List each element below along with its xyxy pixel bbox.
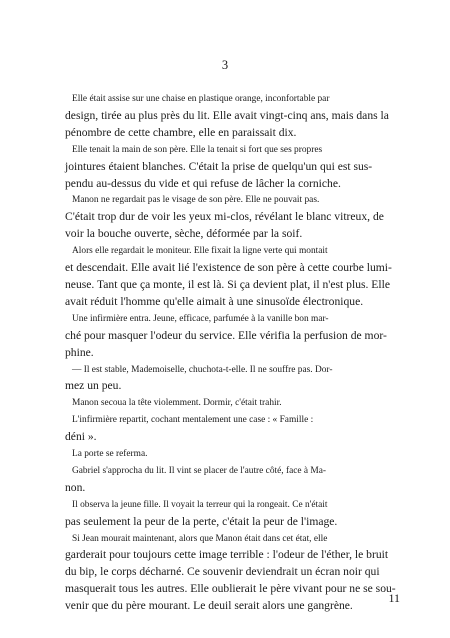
text-line: déni ». [65,430,97,444]
text-line: mez un peu. [65,379,122,393]
text-line: et descendait. Elle avait lié l'existence de son père à cette courbe lumi- [65,261,392,275]
paragraph [65,395,403,412]
text-line: L'infirmière repartit, cochant mentalement une case : « Famille : [72,415,314,426]
paragraph [65,192,403,243]
paragraph [65,446,403,463]
text-line: La porte se referma. [72,449,148,460]
paragraph [65,463,403,497]
text-line: C'était trop dur de voir les yeux mi-clos, révélant le blanc vitreux, de [65,210,384,224]
paragraph [65,531,403,616]
text-line: venir que du père mourant. Le deuil serait alors une gangrène. [65,599,353,613]
text-line: phine. [65,345,94,359]
paragraph [65,412,403,446]
body-text [65,91,403,615]
paragraph [65,142,403,193]
paragraph [65,362,403,396]
text-line: pas seulement la peur de la perte, c'était la peur de l'image. [65,514,338,528]
text-line: Elle tenait la main de son père. Elle la tenait si fort que ses propres [72,144,323,155]
text-line: Alors elle regardait le moniteur. Elle fixait la ligne verte qui montait [72,246,328,257]
text-line: non. [65,480,86,494]
paragraph [65,243,403,311]
text-line: Elle était assise sur une chaise en plastique orange, inconfortable par [72,94,330,104]
text-line: garderait pour toujours cette image terrible : l'odeur de l'éther, le bruit [65,548,389,562]
text-line: Manon ne regardait pas le visage de son père. Elle ne pouvait pas. [72,195,320,206]
paragraph [65,91,403,142]
paragraph [65,497,403,531]
text-line: voir la bouche ouverte, sèche, déformée par la soif. [65,227,303,241]
chapter-number: 3 [221,58,229,72]
paragraph [65,311,403,362]
text-line: Gabriel s'approcha du lit. Il vint se placer de l'autre côté, face à Ma- [72,465,327,476]
text-line: du bip, le corps décharné. Ce souvenir deviendrait un écran noir qui [65,565,380,579]
text-line: pendu au-dessus du vide et qui refuse de lâcher la corniche. [65,176,341,190]
text-line: Il observa la jeune fille. Il voyait la terreur qui la rongeait. Ce n'était [72,499,328,510]
text-line: Une infirmière entra. Jeune, efficace, parfumée à la vanille bon mar- [72,313,329,324]
text-line: masquerait tous les autres. Elle oublierait le père vivant pour ne se sou- [65,582,396,596]
text-line: pénombre de cette chambre, elle en paraissait dix. [65,125,297,139]
text-line: jointures étaient blanches. C'était la prise de quelqu'un qui est sus- [65,159,373,173]
text-line: ché pour masquer l'odeur du service. Elle vérifia la perfusion de mor- [65,328,387,342]
page-number: 11 [388,591,400,605]
text-line: neuse. Tant que ça monte, il est là. Si ça devient plat, il n'est plus. Elle [65,277,390,291]
text-line: — Il est stable, Mademoiselle, chuchota-t-elle. Il ne souffre pas. Dor- [72,364,333,375]
text-line: Manon secoua la tête violemment. Dormir, c'était trahir. [72,398,282,409]
text-line: design, tirée au plus près du lit. Elle avait vingt-cinq ans, mais dans la [65,108,389,122]
text-line: avait réduit l'homme qu'elle aimait à une sinusoïde électronique. [65,294,364,308]
text-line: Si Jean mourait maintenant, alors que Manon était dans cet état, elle [72,533,328,544]
